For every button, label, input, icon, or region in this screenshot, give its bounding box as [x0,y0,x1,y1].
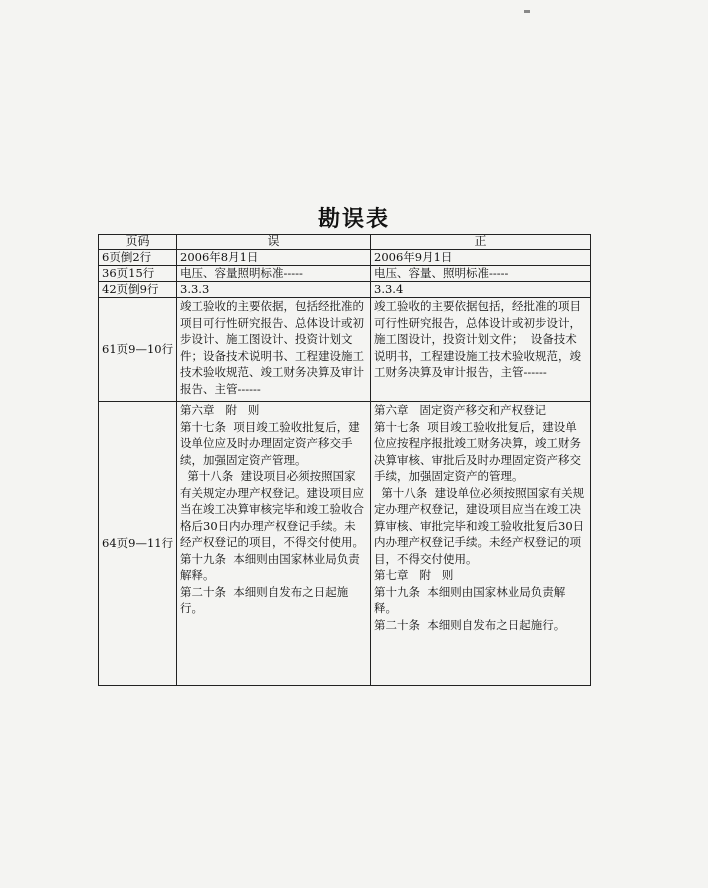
header-row [99,235,591,250]
wrong-text: 竣工验收的主要依据，包括经批准的项目可行性研究报告、总体设计或初步设计、施工图设计、投资计划文件；设备技术说明书、工程建设施工技术验收规范、竣工财务决算及审计报告、主管------ [177,298,371,402]
table-row [99,298,591,402]
table-row [99,250,591,266]
correct-text: 电压、容量、照明标准----- [371,266,591,282]
header-page: 页码 [99,235,177,250]
errata-table [98,234,591,686]
correct-text: 3.3.4 [371,282,591,298]
page-ref: 42页倒9行 [99,282,177,298]
page-ref: 36页15行 [99,266,177,282]
wrong-text: 2006年8月1日 [177,250,371,266]
page-ref: 61页9—10行 [99,298,177,402]
header-correct: 正 [371,235,591,250]
wrong-text: 第六章 附 则 第十七条 项目竣工验收批复后，建设单位应及时办理固定资产移交手续，加强固定资产管理。 第十八条 建设项目必须按照国家有关规定办理产权登记。建设项目应当在竣工决算审核完毕和竣工验收合格后30日内办理产权登记手续。未经产权登记的项目，不得交付使用。 第十九条 本细则由国家林业局负责解释。 第二十条 本细则自发布之日起施行。 [177,402,371,686]
wrong-text: 3.3.3 [177,282,371,298]
page-ref: 64页9—11行 [99,402,177,686]
table-row [99,266,591,282]
wrong-text: 电压、容量照明标准----- [177,266,371,282]
page-ref: 6页倒2行 [99,250,177,266]
correct-text: 第六章 固定资产移交和产权登记 第十七条 项目竣工验收批复后，建设单位应按程序报批竣工财务决算，竣工财务决算审核、审批后及时办理固定资产移交手续，加强固定资产的管理。 第十八条 建设单位必须按照国家有关规定办理产权登记，建设项目应当在竣工决算审核、审批完毕和竣工验收批复后30日内办理产权登记手续。未经产权登记的项目，不得交付使用。 第七章 附 则 第十九条 本细则由国家林业局负责解释。 第二十条 本细则自发布之日起施行。 [371,402,591,686]
page-title: 勘误表 [317,206,390,232]
scan-mark [524,10,530,13]
correct-text: 2006年9月1日 [371,250,591,266]
header-wrong: 误 [177,235,371,250]
table-row [99,402,591,686]
correct-text: 竣工验收的主要依据包括，经批准的项目可行性研究报告，总体设计或初步设计，施工图设计，投资计划文件； 设备技术说明书，工程建设施工技术验收规范，竣工财务决算及审计报告，主管------ [371,298,591,402]
table-row [99,282,591,298]
